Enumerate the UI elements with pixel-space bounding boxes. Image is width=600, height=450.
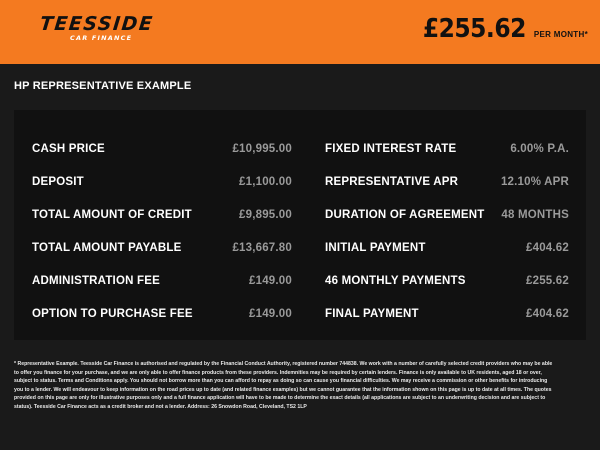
- row-label: TOTAL AMOUNT OF CREDIT: [32, 208, 192, 221]
- finance-row: [325, 165, 569, 198]
- row-label: CASH PRICE: [32, 142, 105, 155]
- price-period: PER MONTH*: [533, 30, 588, 39]
- row-value: £149.00: [249, 274, 292, 287]
- row-label: REPRESENTATIVE APR: [325, 175, 459, 188]
- finance-row: [325, 264, 569, 297]
- row-value: £9,895.00: [239, 208, 292, 221]
- row-label: DEPOSIT: [32, 175, 84, 188]
- finance-details-panel: [14, 110, 586, 340]
- row-value: 6.00% P.A.: [510, 142, 569, 155]
- brand-name: TEESSIDE: [38, 13, 155, 35]
- price-amount: £255.62: [422, 14, 526, 44]
- finance-row: [32, 165, 292, 198]
- monthly-price: [423, 14, 588, 44]
- finance-row: [325, 231, 569, 264]
- finance-row: [325, 297, 569, 330]
- finance-row: [32, 264, 292, 297]
- finance-row: [325, 198, 569, 231]
- brand-logo[interactable]: [40, 14, 160, 50]
- row-value: £255.62: [526, 274, 569, 287]
- row-value: £13,667.80: [232, 241, 292, 254]
- finance-row: [32, 231, 292, 264]
- row-value: £10,995.00: [232, 142, 292, 155]
- row-label: FINAL PAYMENT: [325, 307, 419, 320]
- finance-row: [325, 132, 569, 165]
- row-label: TOTAL AMOUNT PAYABLE: [32, 241, 182, 254]
- row-label: OPTION TO PURCHASE FEE: [32, 307, 193, 320]
- finance-row: [32, 132, 292, 165]
- row-label: ADMINISTRATION FEE: [32, 274, 160, 287]
- disclaimer-text: * Representative Example. Teesside Car Finance is authorised and regulated by the Financial Conduct Authority, registered number 744838. We work with a number of carefully selected credit providers who may be able to offer you finance for your purchase, and we are only able to offer finance products from these providers. Indemnities may be required by certain lenders. Finance is only available to UK residents, aged 18 or over, subject to status. Terms and Conditions apply. You should not borrow more than you can afford to repay as doing so can cause you financial difficulties. We may receive a commission or other benefits for introducing you to a lender. We will endeavour to keep information on the road prices up to date (and related finance examples) but we cannot guarantee that the information shown on this page is up to date at all times. The quotes provided on this page are only for illustrative purposes only and a full finance application will have to be made to determine the exact details (all applications are subject to an underwriting decision and are subject to status). Teesside Car Finance acts as a credit broker and not a lender. Address: 26 Snowdon Road, Cleveland, TS2 1LP: [14, 361, 553, 410]
- finance-column-right: [325, 132, 569, 330]
- finance-row: [32, 297, 292, 330]
- row-label: FIXED INTEREST RATE: [325, 142, 457, 155]
- row-label: DURATION OF AGREEMENT: [325, 208, 485, 221]
- row-value: 12.10% APR: [500, 175, 569, 188]
- row-label: INITIAL PAYMENT: [325, 241, 426, 254]
- row-value: £1,100.00: [239, 175, 292, 188]
- row-value: £404.62: [526, 241, 569, 254]
- header-bar: [0, 0, 600, 64]
- finance-row: [32, 198, 292, 231]
- row-value: £149.00: [249, 307, 292, 320]
- section-title: HP REPRESENTATIVE EXAMPLE: [14, 80, 192, 92]
- row-value: £404.62: [526, 307, 569, 320]
- row-label: 46 MONTHLY PAYMENTS: [325, 274, 466, 287]
- brand-subtitle: CAR FINANCE: [70, 34, 133, 42]
- finance-column-left: [32, 132, 292, 330]
- row-value: 48 MONTHS: [501, 208, 569, 221]
